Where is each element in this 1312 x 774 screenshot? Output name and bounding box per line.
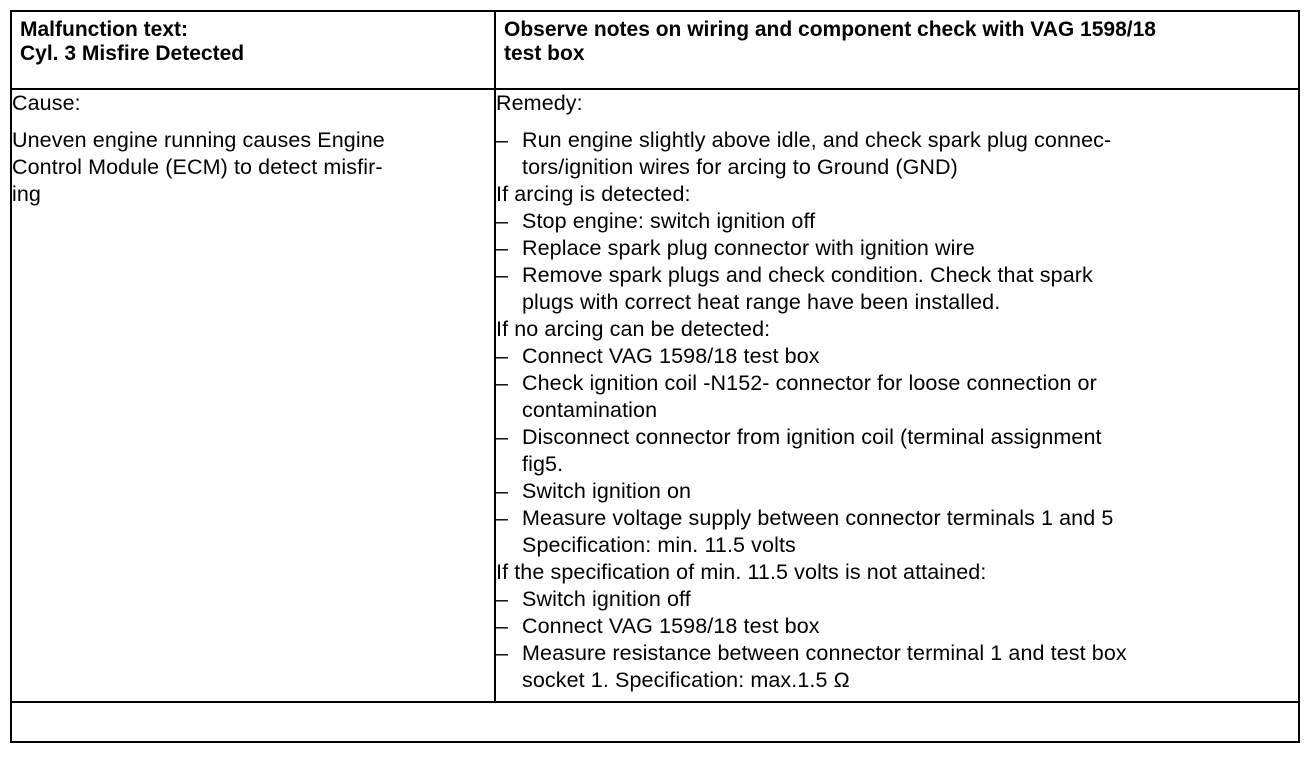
malfunction-header-cell: [11, 11, 495, 89]
remedy-step-line: plugs with correct heat range have been installed.: [522, 290, 1001, 314]
cause-line: Uneven engine running causes Engine: [12, 128, 385, 152]
malfunction-text: Cyl. 3 Misfire Detected: [20, 42, 245, 65]
remedy-step-text: [522, 127, 1298, 181]
remedy-steps: [496, 127, 1298, 694]
remedy-step-line: Disconnect connector from ignition coil (terminal assignment: [522, 425, 1102, 449]
remedy-step-line: Connect VAG 1598/18 test box: [522, 614, 820, 638]
dash-bullet: –: [496, 614, 509, 638]
remedy-step: [496, 586, 1298, 613]
remedy-step-line: socket 1. Specification: max.1.5 Ω: [522, 668, 850, 692]
remedy-step-line: contamination: [522, 398, 658, 422]
remedy-step-text: [522, 208, 1298, 235]
remedy-label: Remedy:: [496, 91, 583, 115]
remedy-step-line: Measure resistance between connector terminal 1 and test box: [522, 641, 1127, 665]
remedy-step: [496, 235, 1298, 262]
cause-text: [12, 127, 494, 208]
remedy-step-text: [522, 478, 1298, 505]
cause-line: Control Module (ECM) to detect misfir-: [12, 155, 383, 179]
remedy-cell: [495, 89, 1299, 702]
dash-bullet: –: [496, 506, 509, 530]
remedy-step-text: [522, 235, 1298, 262]
dash-bullet: –: [496, 479, 509, 503]
remedy-step: [496, 640, 1298, 694]
cause-line: ing: [12, 182, 41, 206]
remedy-step-line: Connect VAG 1598/18 test box: [522, 344, 820, 368]
dash-bullet: –: [496, 587, 509, 611]
remedy-step-line: Switch ignition on: [522, 479, 692, 503]
remedy-condition-note: If arcing is detected:: [496, 182, 691, 206]
remedy-step-text: [522, 262, 1298, 316]
remedy-step-line: Specification: min. 11.5 volts: [522, 533, 796, 557]
troubleshooting-table: [10, 10, 1300, 743]
notes-header-line1: Observe notes on wiring and component check with VAG 1598/18: [504, 18, 1156, 41]
malfunction-label: Malfunction text:: [20, 18, 188, 41]
remedy-step-line: Replace spark plug connector with ignition wire: [522, 236, 975, 260]
document-page: [10, 10, 1300, 766]
dash-bullet: –: [496, 344, 509, 368]
remedy-step-text: [522, 343, 1298, 370]
remedy-step: [496, 370, 1298, 424]
remedy-step-text: [522, 424, 1298, 478]
remedy-step: [496, 505, 1298, 559]
remedy-step-text: [522, 640, 1298, 694]
remedy-step-line: Measure voltage supply between connector terminals 1 and 5: [522, 506, 1114, 530]
footer-cell: [11, 702, 1299, 742]
remedy-step: [496, 478, 1298, 505]
remedy-step: [496, 127, 1298, 181]
remedy-step-line: Run engine slightly above idle, and check spark plug connec-: [522, 128, 1112, 152]
remedy-step: [496, 424, 1298, 478]
remedy-step-line: fig5.: [522, 452, 564, 476]
dash-bullet: –: [496, 263, 509, 287]
remedy-step: [496, 208, 1298, 235]
remedy-condition-note: If no arcing can be detected:: [496, 317, 771, 341]
remedy-step-text: [522, 586, 1298, 613]
remedy-step-text: [522, 613, 1298, 640]
cause-cell: [11, 89, 495, 702]
remedy-step-text: [522, 505, 1298, 559]
remedy-step-line: Check ignition coil -N152- connector for loose connection or: [522, 371, 1097, 395]
remedy-step: [496, 343, 1298, 370]
remedy-step-line: tors/ignition wires for arcing to Ground (GND): [522, 155, 958, 179]
remedy-step-line: Remove spark plugs and check condition. Check that spark: [522, 263, 1093, 287]
content-row: [11, 89, 1299, 702]
header-row: [11, 11, 1299, 89]
dash-bullet: –: [496, 209, 509, 233]
cause-label: Cause:: [12, 91, 81, 115]
dash-bullet: –: [496, 128, 509, 152]
remedy-condition-note: If the specification of min. 11.5 volts is not attained:: [496, 560, 987, 584]
dash-bullet: –: [496, 641, 509, 665]
dash-bullet: –: [496, 425, 509, 449]
remedy-step-text: [522, 370, 1298, 424]
remedy-step-line: Switch ignition off: [522, 587, 691, 611]
remedy-step-line: Stop engine: switch ignition off: [522, 209, 816, 233]
dash-bullet: –: [496, 236, 509, 260]
notes-header-cell: [495, 11, 1299, 89]
dash-bullet: –: [496, 371, 509, 395]
remedy-step: [496, 262, 1298, 316]
notes-header-line2: test box: [504, 42, 585, 65]
footer-row: [11, 702, 1299, 742]
remedy-step: [496, 613, 1298, 640]
